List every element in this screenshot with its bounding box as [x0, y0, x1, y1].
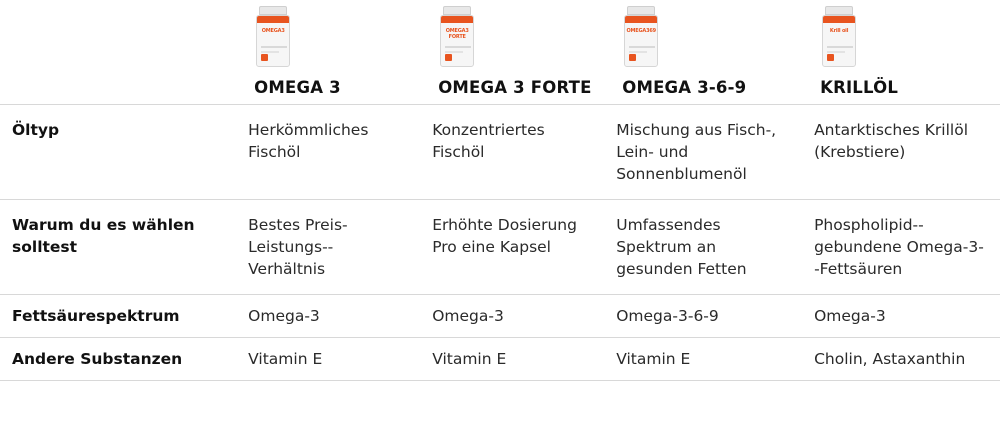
product-column-omega369	[604, 0, 802, 105]
cell-substanzen-omega3: Vitamin E	[248, 350, 323, 368]
product-column-omega3	[236, 0, 420, 105]
bottle-label-text: OMEGA3	[261, 28, 285, 34]
bottle-label-text: Krill oil	[829, 28, 849, 34]
table-header	[0, 0, 1000, 105]
cell-spektrum-omega3-forte: Omega-3	[432, 307, 504, 325]
cell-oeltyp-omega3-forte: Konzentriertes Fischöl	[432, 121, 545, 161]
row-label-fettsaeurespektrum: Fettsäurespektrum	[12, 307, 180, 325]
table-row	[0, 295, 1000, 338]
header-empty-cell	[0, 0, 236, 105]
cell-oeltyp-krilloel: Antarktisches Krillöl (Krebstiere)	[814, 121, 969, 161]
table-row	[0, 105, 1000, 200]
table-footer-rule	[0, 381, 1000, 383]
supplement-bottle-icon	[820, 6, 858, 68]
table-body	[0, 105, 1000, 381]
bottle-label-text: OMEGA369	[626, 28, 656, 34]
cell-spektrum-krilloel: Omega-3	[814, 307, 886, 325]
cell-warum-krilloel: Phospholipid--gebundene Omega-3--Fettsäuren	[814, 216, 984, 278]
cell-warum-omega369: Umfassendes Spektrum an gesunden Fetten	[616, 216, 747, 278]
bottom-divider	[0, 381, 1000, 383]
product-name-omega369: OMEGA 3-6-9	[622, 78, 747, 97]
row-label-oeltyp: Öltyp	[12, 121, 60, 139]
supplement-bottle-icon	[438, 6, 476, 68]
product-name-omega3: OMEGA 3	[254, 78, 341, 97]
header-row	[0, 0, 1000, 105]
table-row	[0, 338, 1000, 381]
product-column-omega3-forte	[420, 0, 604, 105]
bottle-label-text: OMEGA3 FORTE	[445, 28, 469, 40]
cell-oeltyp-omega369: Mischung aus Fisch-, Lein- und Sonnenblumenöl	[616, 121, 777, 183]
cell-substanzen-omega3-forte: Vitamin E	[432, 350, 507, 368]
product-column-krilloel	[802, 0, 1000, 105]
cell-spektrum-omega3: Omega-3	[248, 307, 320, 325]
cell-warum-omega3: Bestes Preis-Leistungs--Verhältnis	[248, 216, 348, 278]
product-name-krilloel: KRILLÖL	[820, 78, 899, 97]
row-label-warum: Warum du es wählen solltest	[12, 216, 195, 256]
cell-substanzen-omega369: Vitamin E	[616, 350, 691, 368]
cell-substanzen-krilloel: Cholin, Astaxanthin	[814, 350, 966, 368]
supplement-bottle-icon	[254, 6, 292, 68]
cell-spektrum-omega369: Omega-3-6-9	[616, 307, 719, 325]
cell-oeltyp-omega3: Herkömmliches Fischöl	[248, 121, 369, 161]
table-row	[0, 200, 1000, 295]
product-name-omega3-forte: OMEGA 3 FORTE	[438, 78, 592, 97]
cell-warum-omega3-forte: Erhöhte Dosierung Pro eine Kapsel	[432, 216, 577, 256]
row-label-andere-substanzen: Andere Substanzen	[12, 350, 183, 368]
supplement-bottle-icon	[622, 6, 660, 68]
